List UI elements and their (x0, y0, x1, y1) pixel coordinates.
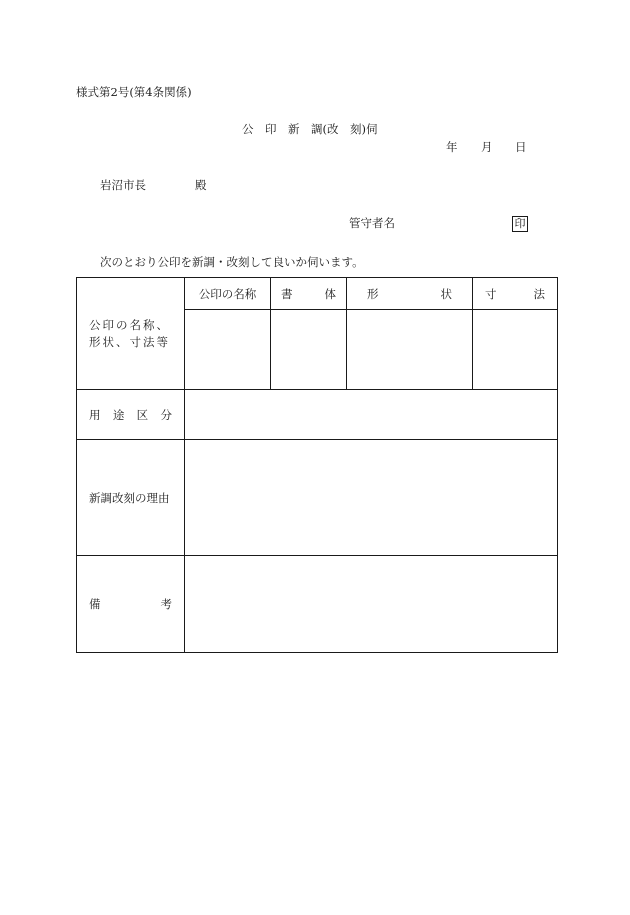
row-label-seal-details-line2: 形状、寸法等 (89, 334, 170, 349)
row-label-reason (77, 440, 185, 556)
dimensions-cell[interactable] (473, 310, 558, 390)
addressee-name: 岩沼市長 (100, 178, 146, 192)
row-label-remarks-char2: 考 (160, 597, 172, 611)
row-label-remarks (77, 556, 185, 653)
reason-cell[interactable] (185, 440, 558, 556)
row-label-reason-text: 新調改刻の理由 (89, 490, 170, 505)
date-year-label: 年 (446, 140, 458, 154)
usage-cell[interactable] (185, 390, 558, 440)
form-number: 様式第2号(第4条関係) (76, 85, 192, 99)
date-month-label: 月 (481, 140, 493, 154)
col-header-dimensions-char1: 寸 (485, 286, 497, 301)
row-label-seal-details-line1: 公印の名称、 (89, 317, 170, 332)
col-header-typeface (271, 278, 347, 310)
row-label-usage-char1: 用 (89, 407, 101, 422)
seal-request-table (76, 277, 558, 653)
usage-row (77, 390, 558, 440)
row-label-usage-char2: 途 (112, 407, 125, 422)
date-day-label: 日 (515, 140, 527, 154)
seal-name-cell[interactable] (185, 310, 271, 390)
seal-mark: 印 (512, 216, 528, 232)
row-label-seal-details (77, 278, 185, 390)
shape-cell[interactable] (347, 310, 473, 390)
col-header-dimensions (473, 278, 558, 310)
addressee-honorific: 殿 (195, 178, 207, 192)
intro-text: 次のとおり公印を新調・改刻して良いか伺います。 (100, 255, 364, 269)
table-header-row (77, 278, 558, 310)
remarks-row (77, 556, 558, 653)
col-header-typeface-char2: 体 (324, 286, 336, 301)
col-header-typeface-char1: 書 (281, 286, 293, 301)
custodian-label: 管守者名 (349, 216, 395, 230)
reason-row (77, 440, 558, 556)
row-label-usage (77, 390, 185, 440)
col-header-shape (347, 278, 473, 310)
col-header-seal-name: 公印の名称 (185, 278, 271, 310)
typeface-cell[interactable] (271, 310, 347, 390)
row-label-usage-char3: 区 (136, 407, 149, 422)
row-label-remarks-char1: 備 (89, 597, 101, 611)
col-header-dimensions-char2: 法 (533, 286, 545, 301)
remarks-cell[interactable] (185, 556, 558, 653)
col-header-shape-char2: 状 (440, 286, 452, 301)
col-header-shape-char1: 形 (367, 286, 379, 301)
document-title: 公 印 新 調(改 刻)伺 (242, 122, 378, 136)
row-label-usage-char4: 分 (160, 407, 172, 422)
